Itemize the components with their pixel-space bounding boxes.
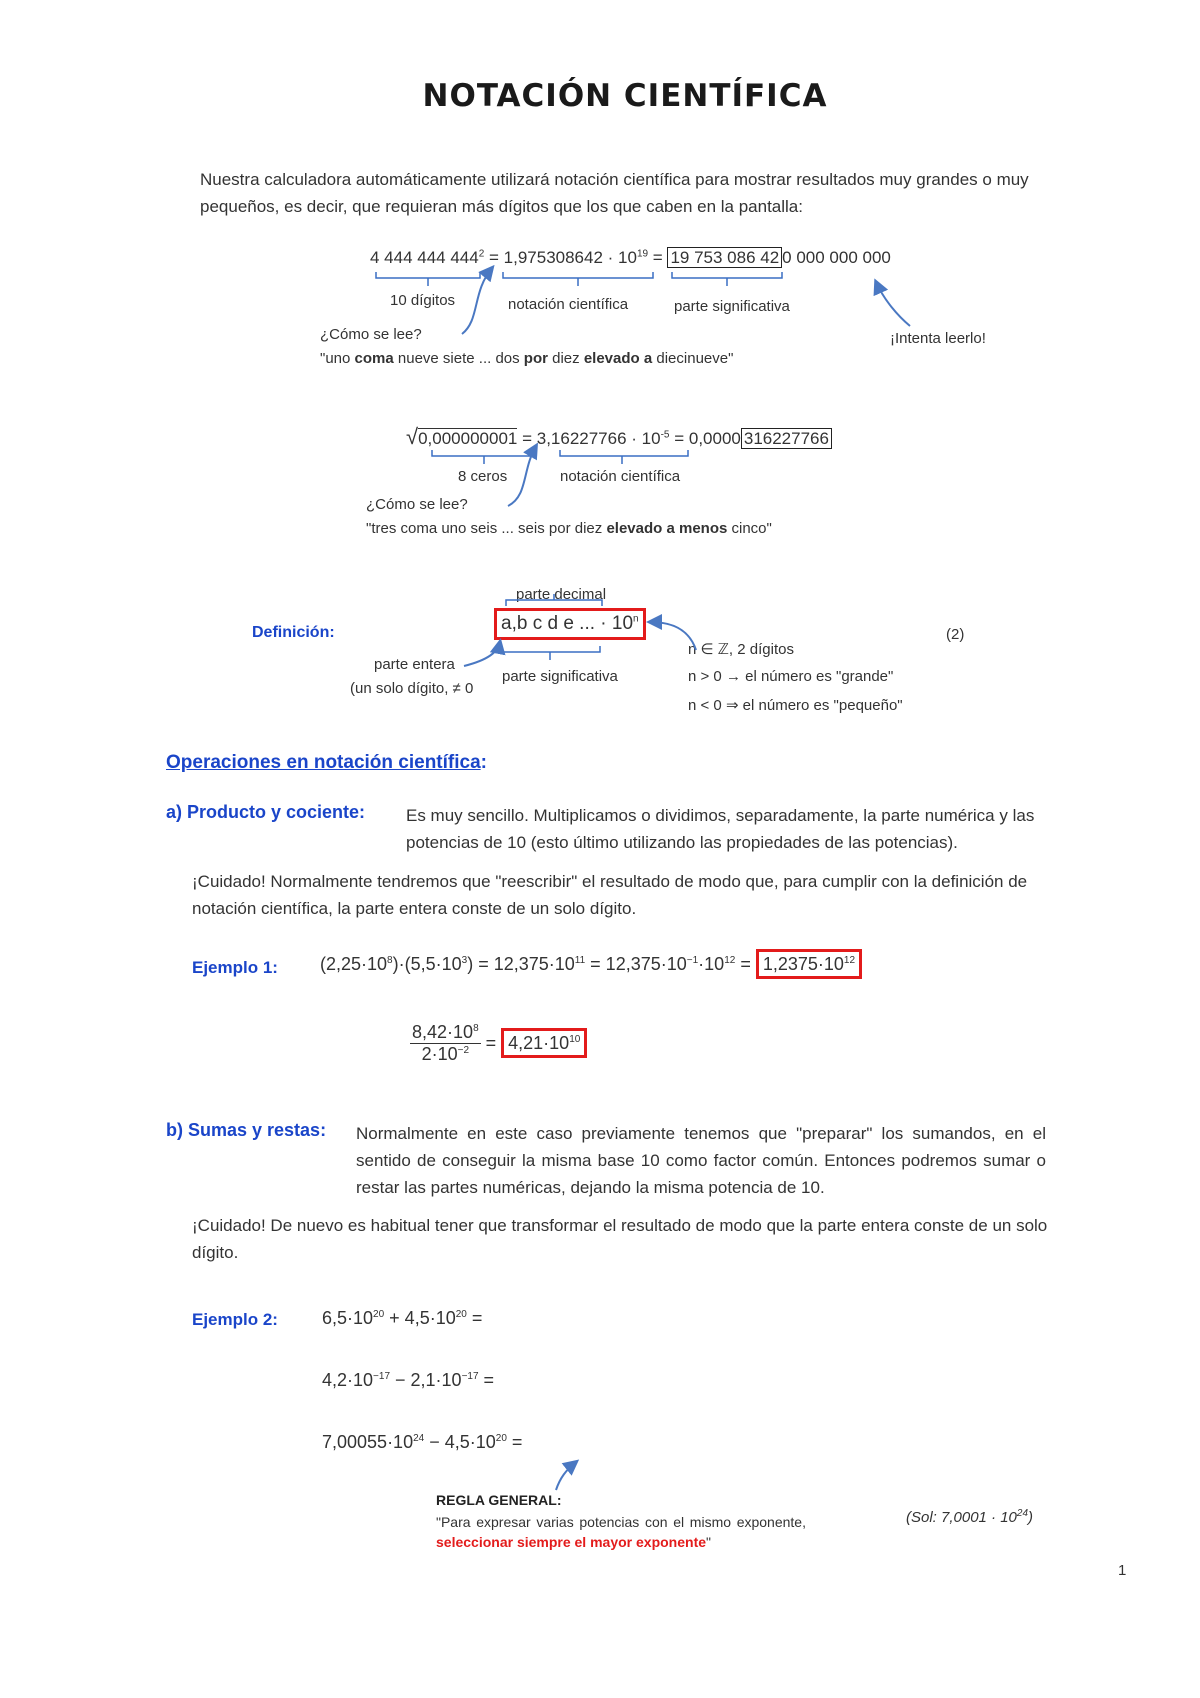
example-small-number: $√0,000000001 = 3,16227766 \cdot 10^{-5} = 0,0000$ 316227766 <box>406 424 832 450</box>
condition-integer: n ∈ ℤ, 2 dígitos <box>688 641 794 658</box>
example-2-line-2: $4,2\cdot 10^{-17} - 2,1\cdot 10^{-17}$ = <box>322 1370 495 1390</box>
sums-caution: ¡Cuidado! De nuevo es habitual tener que transformar el resultado de modo que la parte entera conste de un solo dígito. <box>192 1216 1048 1262</box>
brace-decimal <box>506 594 602 606</box>
label-try-reading: ¡Intenta leerlo! <box>890 330 986 347</box>
label-integer-note: (un solo dígito, ≠ 0 <box>350 680 474 697</box>
product-label: a) Producto y cociente: <box>166 802 366 822</box>
fraction-numerator: $8,42\cdot 10^8$ <box>412 1022 479 1042</box>
label-significant-part: parte significativa <box>502 668 618 685</box>
rest-digits: 0 000 000 000 <box>782 248 891 267</box>
label-8-zeros: 8 ceros <box>458 468 508 485</box>
page-title: NOTACIÓN CIENTÍFICA <box>422 78 828 114</box>
brace-sci <box>503 272 653 286</box>
fraction-example: $\frac{8,42\cdot 10^8}{2\cdot 10^{-2}}$ = $4,21\cdot 10^{10}$ <box>410 1022 587 1065</box>
how-read-question-2: ¿Cómo se lee? <box>366 496 468 513</box>
sqrt-symbol: √ <box>406 424 419 449</box>
arrow-rule <box>556 1462 576 1490</box>
brace-significant <box>672 272 782 286</box>
example-2-line-1: $6,5\cdot 10^{20} + 4,5\cdot 10^{20}$ = <box>322 1308 483 1328</box>
condition-negative: n < 0 ⇒ el número es "pequeño" <box>688 697 903 714</box>
example-2-line-3: $7,00055\cdot 10^{24} - 4,5\cdot 10^{20}$ = <box>322 1432 523 1452</box>
solution-note: (Sol: $7,0001 \cdot 10^{24}$) <box>906 1508 1034 1526</box>
brace-10-digits <box>376 272 480 286</box>
arrow-exponent <box>650 622 696 650</box>
brace-significant-def <box>500 646 600 660</box>
sci-mantissa-2: 3,16227766 · 10 <box>536 429 661 448</box>
base-exponent: 2 <box>478 248 485 260</box>
operations-heading: Operaciones en notación científica: <box>166 752 487 773</box>
definition-formula: a,b c d e ... · $10^n$ <box>494 608 646 640</box>
arrow-how-read-2 <box>508 446 536 506</box>
intro-paragraph: Nuestra calculadora automáticamente utilizará notación científica para mostrar resultados muy grandes o muy pequeños, es decir, que requieran más dígitos que los que caben en la pantalla: <box>200 170 1029 216</box>
base-number: 4 444 444 444 <box>370 248 479 267</box>
reading-text: "uno coma nueve siete ... dos por diez elevado a diecinueve" <box>320 350 734 367</box>
sci-mantissa: 1,975308642 · 10 <box>503 248 637 267</box>
significant-digits-box: 19 753 086 42 <box>667 247 782 268</box>
definition-label: Definición: <box>252 624 335 641</box>
example-1-equation: $(2,25\cdot 10^8)\cdot(5,5\cdot 10^3) = 12,375\cdot 10^{11} = 12,375\cdot 10^{-1}\cdot 10^{12} = 1,2375\cdot 10^{12}$ <box>320 954 862 975</box>
significant-digits-box-2: 316227766 <box>741 428 832 449</box>
sci-exponent: 19 <box>636 248 649 260</box>
label-sci-notation: notación científica <box>508 296 629 313</box>
sums-label: b) Sumas y restas: <box>166 1120 327 1140</box>
rule-title: REGLA GENERAL: <box>436 1492 562 1508</box>
radicand: 0,000000001 <box>418 429 518 448</box>
label-decimal-part: parte decimal <box>516 586 607 603</box>
example-1-result: $1,2375\cdot 10^{12}$ <box>756 949 862 979</box>
condition-positive: n > 0 → el número es "grande" <box>688 668 894 685</box>
product-caution: ¡Cuidado! Normalmente tendremos que "reescribir" el resultado de modo que, para cumplir con la definición de notación científica, la parte entera conste de un solo dígito. <box>192 872 1028 918</box>
label-sci-notation-2: notación científica <box>560 468 681 485</box>
example-big-number: 4 444 444 $444^2 = 1,975308642 \cdot 10^{19} = 19$ 753 086 42 0 000 000 000 <box>370 248 891 267</box>
arrow-integer-part <box>464 642 500 666</box>
how-read-question: ¿Cómo se lee? <box>320 326 422 343</box>
sums-text: Normalmente en este caso previamente tenemos que "preparar" los sumandos, en el sentido de conseguir la misma base 10 como factor común. Entonces podremos sumar o restar las partes numéricas, dejando la misma potencia de 10. <box>356 1124 1046 1197</box>
rule-text: "Para expresar varias potencias con el mismo exponente, seleccionar siempre el mayor exponente" <box>436 1514 806 1550</box>
fraction-result: $4,21\cdot 10^{10}$ <box>501 1028 587 1058</box>
page-number: 1 <box>1118 1562 1127 1579</box>
brace-sci-2 <box>560 450 688 464</box>
example-2-label: Ejemplo 2: <box>192 1310 278 1329</box>
fraction-denominator: $2\cdot 10^{-2}$ <box>421 1044 470 1064</box>
product-text: Es muy sencillo. Multiplicamos o dividimos, separadamente, la parte numérica y las potencias de 10 (esto último utilizando las propiedades de las potencias). <box>406 806 1035 852</box>
arrow-try-read <box>876 282 910 326</box>
brace-8-zeros <box>432 450 536 464</box>
label-10-digits: 10 dígitos <box>390 292 456 309</box>
reading-text-2: "tres coma uno seis ... seis por diez elevado a menos cinco" <box>366 520 772 537</box>
label-integer-part: parte entera <box>374 656 455 673</box>
equation-number: (2) <box>946 626 965 643</box>
sci-exponent-2: -5 <box>660 429 670 441</box>
example-1-label: Ejemplo 1: <box>192 958 278 977</box>
label-significant: parte significativa <box>674 298 790 315</box>
